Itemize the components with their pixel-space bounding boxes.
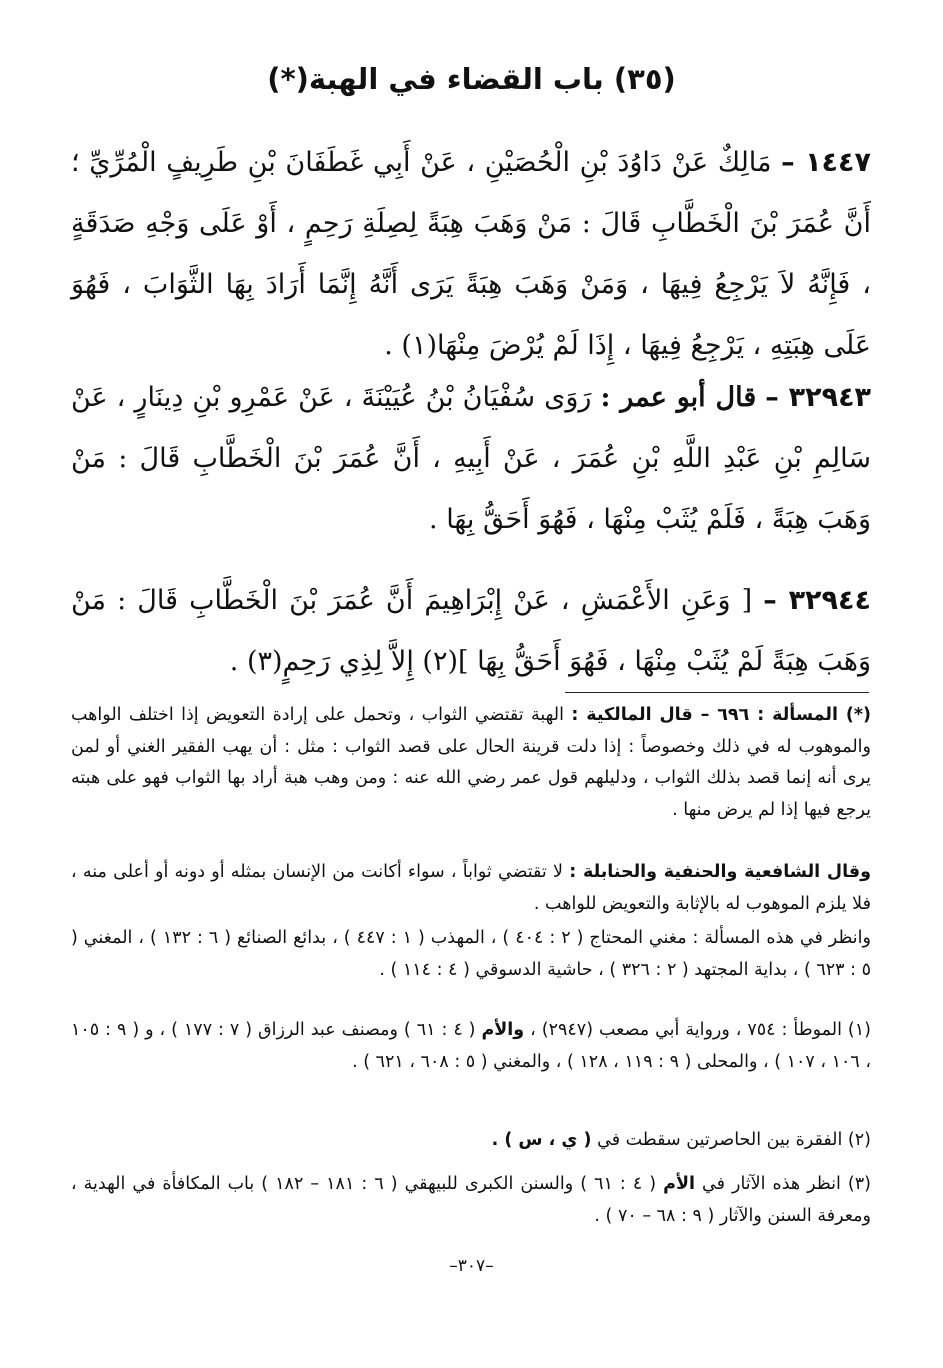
hadith-text: مَالِكٌ عَنْ دَاوُدَ بْنِ الْحُصَيْنِ ، عَنْ أَبِي غَطَفَانَ بْنِ طَرِيفٍ الْمُرِّيِّ ؛ أَنَّ عُمَرَ بْنَ الْخَطَّابِ قَالَ : مَنْ وَهَبَ هِبَةً لِصِلَةِ رَحِمٍ ، أَوْ عَلَى وَجْهِ صَدَقَةٍ ، فَإِنَّهُ لاَ يَرْجِعُ فِيهَا ، وَمَنْ وَهَبَ هِبَةً يَرَى أَنَّهُ إِنَّمَا أَرَادَ بِهَا الثَّوَابَ ، فَهُوَ عَلَى هِبَتِهِ ، يَرْجِعُ فِيهَا ، إِذَا لَمْ يُرْضَ مِنْهَا(١) . <box>71 147 871 361</box>
paragraph-number: ٣٢٩٤٤ – <box>763 585 871 616</box>
footnote-1 <box>71 1015 871 1078</box>
footnote-3 <box>71 1169 871 1232</box>
footnote-text: لا تقتضي ثواباً ، سواء أكانت من الإنسان بمثله أو دونه أو أعلى منه ، فلا يلزم الموهوب له بالإثابة والتعويض للواهب . <box>71 862 871 914</box>
footnote-star-references: وانظر في هذه المسألة : مغني المحتاج ( ٢ : ٤٠٤ ) ، المهذب ( ١ : ٤٤٧ ) ، بدائع الصنائع ( ٦ : ١٣٢ ) ، المغني ( ٥ : ٦٢٣ ) ، بداية المجتهد ( ٢ : ٣٢٦ ) ، حاشية الدسوقي ( ٤ : ١١٤ ) . <box>71 928 871 980</box>
footnote-star <box>71 700 871 826</box>
paragraph-32944 <box>71 570 871 692</box>
speaker-label: قال أبو عمر : <box>600 382 757 413</box>
paragraph-text: [ وَعَنِ الأَعْمَشِ ، عَنْ إِبْرَاهِيمَ أَنَّ عُمَرَ بْنَ الْخَطَّابِ قَالَ : مَنْ وَهَبَ هِبَةً لَمْ يُثَبْ مِنْهَا ، فَهُوَ أَحَقُّ بِهَا ](٢) إِلاَّ لِذِي رَحِمٍ(٣) . <box>71 585 871 677</box>
footnote-bold: والأم <box>481 1020 525 1040</box>
footnote-text: (١) الموطأ : ٧٥٤ ، ورواية أبي مصعب (٢٩٤٧) ، <box>530 1020 871 1040</box>
footnote-bold: ( ي ، س ) . <box>491 1130 592 1150</box>
chapter-title: (٣٥) باب القضاء في الهبة(*) <box>267 62 676 96</box>
paragraph-text: رَوَى سُفْيَانُ بْنُ عُيَيْنَةَ ، عَنْ عَمْرِو بْنِ دِينَارٍ ، عَنْ سَالِمِ بْنِ عَبْدِ اللَّهِ بْنِ عُمَرَ ، عَنْ أَبِيهِ ، أَنَّ عُمَرَ بْنَ الْخَطَّابِ قَالَ : مَنْ وَهَبَ هِبَةً ، فَلَمْ يُثَبْ مِنْهَا ، فَهُوَ أَحَقُّ بِهَا . <box>71 382 871 535</box>
footnote-bold: الأم <box>663 1174 695 1194</box>
footnote-lead: (*) المسألة : ٦٩٦ – قال المالكية : <box>571 705 871 725</box>
hadith-1447 <box>71 132 871 376</box>
page-number: –٣٠٧– <box>449 1256 494 1276</box>
footnote-star-continued <box>71 857 871 920</box>
footnote-text: الهبة تقتضي الثواب ، وتحمل على إرادة التعويض إذا اختلف الواهب والموهوب له في ذلك وخصوصاً : إذا دلت قرينة الحال على قصد الثواب : مثل : أن يهب الفقير الغني أو لمن يرى أنه إنما قصد بذلك الثواب ، ودليلهم قول عمر رضي الله عنه : ومن وهب هبة أراد بها الثواب فهو على هبته يرجع فيها إذا لم يرض منها . <box>71 705 871 820</box>
footnote-text: ( ٤ : ٦١ ) ومصنف عبد الرزاق ( ٧ : ١٧٧ ) ، و ( ٩ : ١٠٥ ، ١٠٦ ، ١٠٧ ) ، والمحلى ( ٩ : ١١٩ ، ١٢٨ ) ، والمغني ( ٥ : ٦٠٨ ، ٦٢١ ) . <box>71 1020 871 1072</box>
footnote-text: (٣) انظر هذه الآثار في <box>702 1174 871 1194</box>
footnote-text: (٢) الفقرة بين الحاصرتين سقطت في <box>597 1130 871 1150</box>
footnote-text: ( ٤ : ٦١ ) والسنن الكبرى للبيهقي ( ٦ : ١٨١ – ١٨٢ ) باب المكافأة في الهدية ، ومعرفة السنن والآثار ( ٩ : ٦٨ – ٧٠ ) . <box>71 1174 871 1226</box>
paragraph-32943 <box>71 367 871 550</box>
paragraph-number: ٣٢٩٤٣ – <box>765 382 872 413</box>
footnote-2 <box>71 1125 871 1157</box>
footnote-divider <box>565 692 869 693</box>
hadith-number: ١٤٤٧ – <box>781 147 871 178</box>
footnote-lead: وقال الشافعية والحنفية والحنابلة : <box>569 862 871 882</box>
